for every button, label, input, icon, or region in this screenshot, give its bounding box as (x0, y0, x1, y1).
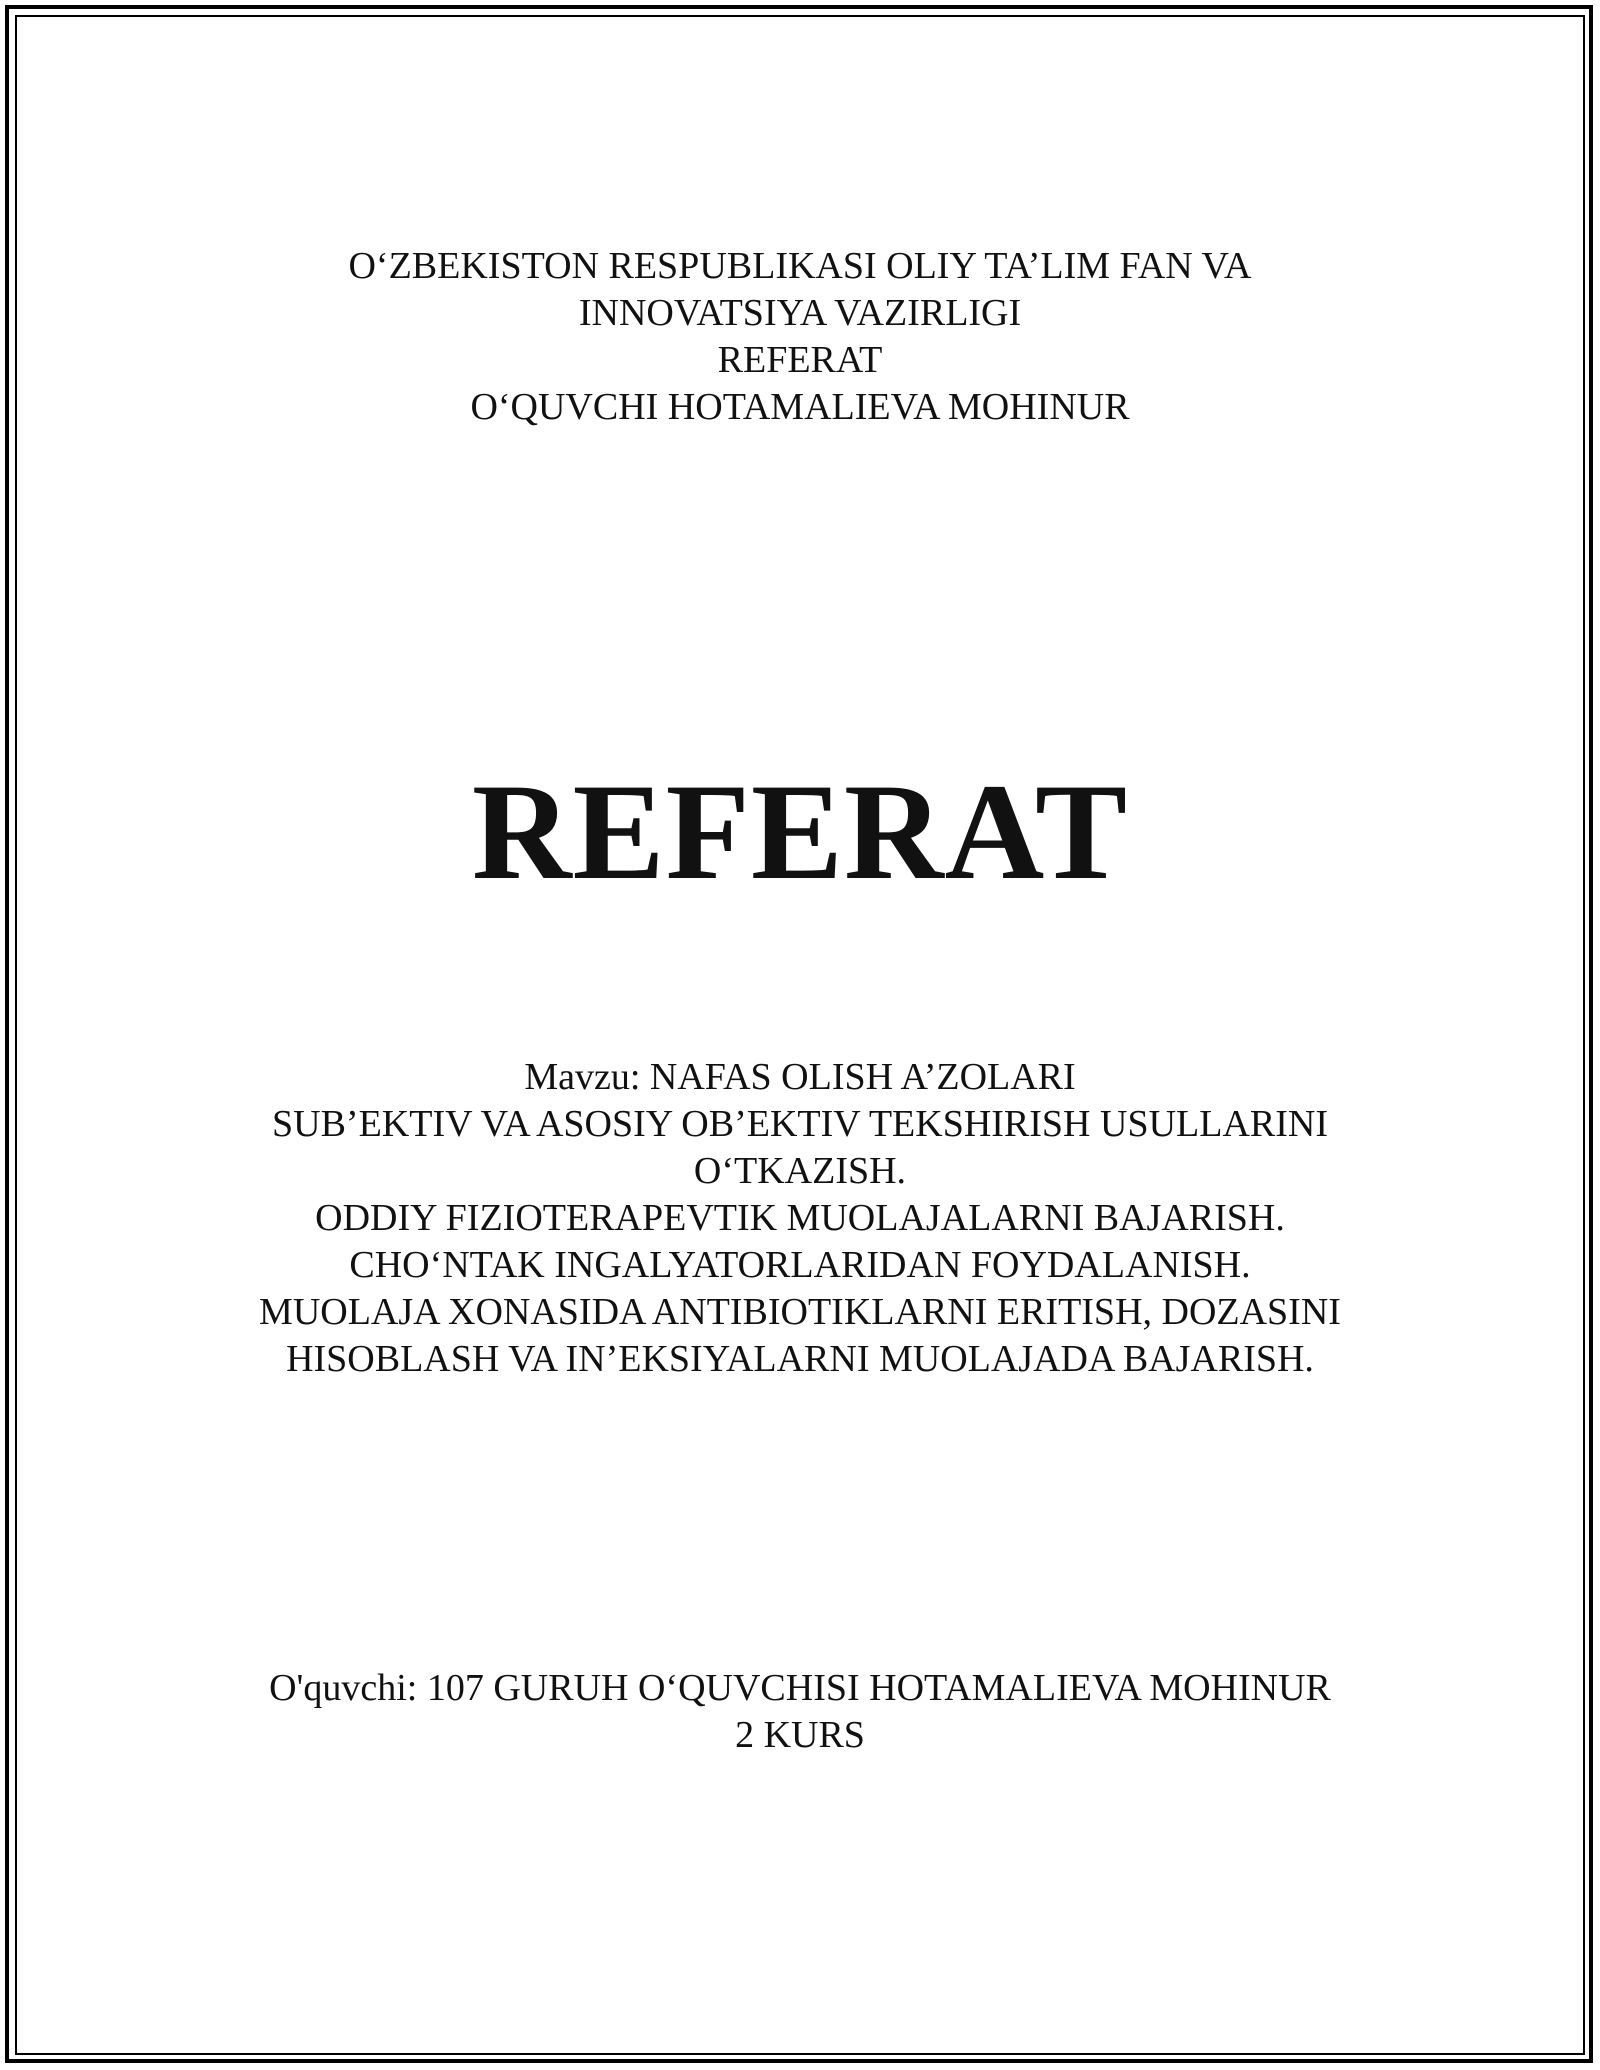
topic-line: ODDIY FIZIOTERAPEVTIK MUOLAJALARNI BAJARISH. (315, 1197, 1285, 1239)
topic-block (0, 1054, 1600, 1383)
topic-line: SUB’EKTIV VA ASOSIY OB’EKTIV TEKSHIRISH USULLARINI (272, 1103, 1328, 1145)
topic-line: Mavzu: NAFAS OLISH A’ZOLARI (524, 1056, 1076, 1098)
topic-line: MUOLAJA XONASIDA ANTIBIOTIKLARNI ERITISH, DOZASINI (259, 1291, 1341, 1333)
student-info (0, 1665, 1600, 1759)
topic-line: CHO‘NTAK INGALYATORLARIDAN FOYDALANISH. (349, 1244, 1251, 1286)
topic-line: O‘TKAZISH. (693, 1150, 907, 1192)
header-line: O‘ZBEKISTON RESPUBLIKASI OLIY TA’LIM FAN VA (348, 245, 1252, 287)
topic-line: HISOBLASH VA IN’EKSIYALARNI MUOLAJADA BAJARISH. (286, 1338, 1314, 1380)
header-line: O‘QUVCHI HOTAMALIEVA MOHINUR (470, 386, 1130, 428)
header-line: INNOVATSIYA VAZIRLIGI (578, 292, 1022, 334)
header-line: REFERAT (717, 339, 883, 381)
main-title: REFERAT (471, 755, 1129, 908)
course-line: 2 KURS (735, 1714, 865, 1756)
student-line: O'quvchi: 107 GURUH O‘QUVCHISI HOTAMALIEVA MOHINUR (269, 1667, 1331, 1709)
ministry-header (0, 243, 1600, 431)
